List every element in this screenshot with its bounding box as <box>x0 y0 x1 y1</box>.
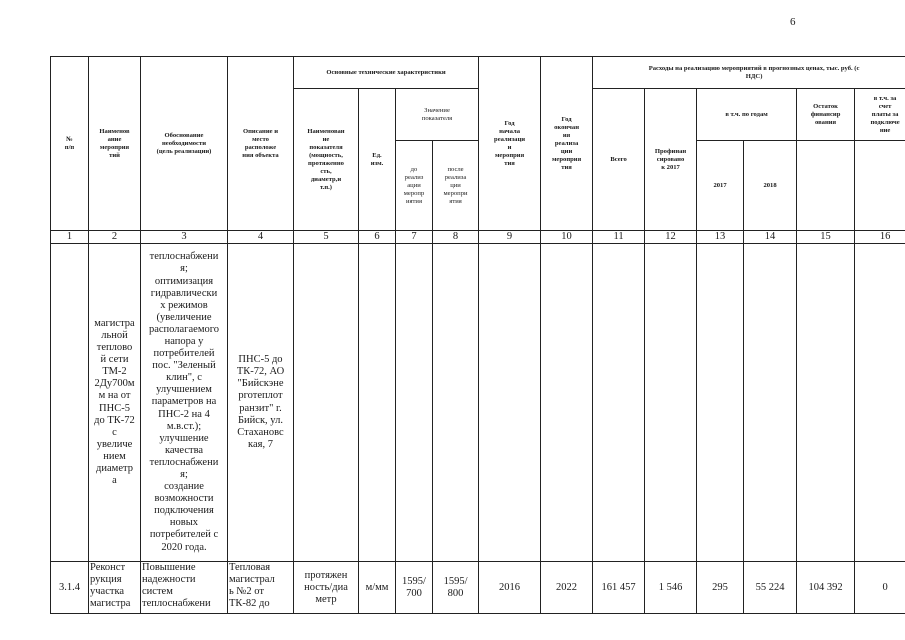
table-cell-empty <box>479 244 541 562</box>
row-value-before: 1595/ 700 <box>396 562 433 614</box>
header-connection-fee-sub <box>855 141 905 231</box>
column-number: 8 <box>433 231 479 244</box>
row-number: 3.1.4 <box>51 562 89 614</box>
header-year-end: Год окончан ия реализа ции мероприя тия <box>541 57 593 231</box>
header-financed: Профинан сировано к 2017 <box>645 89 697 231</box>
investment-program-table <box>50 56 905 614</box>
header-reason: Обоснование необходимости (цель реализации) <box>141 57 228 231</box>
table-cell-empty <box>744 244 797 562</box>
row-unit: м/мм <box>359 562 396 614</box>
header-total: Всего <box>593 89 645 231</box>
column-number: 3 <box>141 231 228 244</box>
header-value-before: до реализ ации меропр иятия <box>396 141 433 231</box>
header-tech-group: Основные технические характеристики <box>294 57 479 89</box>
column-number: 4 <box>228 231 294 244</box>
table-cell-empty <box>51 244 89 562</box>
page-number: 6 <box>790 16 796 28</box>
continued-reason: теплоснабжени я; оптимизация гидравлически х режимов (увеличение располагаемого напора у потребителей пос. "Зеленый клин", с улучшением параметров на ПНС-2 на 4 м.в.ст.); улучшение качества теплоснабжени я; создание возможности подключения новых потребителей с 2020 года. <box>141 244 228 562</box>
row-year-end: 2022 <box>541 562 593 614</box>
column-number: 12 <box>645 231 697 244</box>
continued-name: магистра льной теплово й сети ТМ-2 2Ду700м м на от ПНС-5 до ТК-72 с увеличе нием диаметр а <box>89 244 141 562</box>
row-year-start: 2016 <box>479 562 541 614</box>
header-connection-fee: в т.ч. за счет платы за подключе ние <box>855 89 905 141</box>
header-no: № п/п <box>51 57 89 231</box>
row-location: Тепловая магистрал ь №2 от ТК-82 до <box>228 562 294 614</box>
row-2017: 295 <box>697 562 744 614</box>
row-connection-fee: 0 <box>855 562 905 614</box>
table-cell-empty <box>797 244 855 562</box>
row-reason: Повышение надежности систем теплоснабжени <box>141 562 228 614</box>
table-cell-empty <box>855 244 905 562</box>
table-cell-empty <box>396 244 433 562</box>
column-number: 2 <box>89 231 141 244</box>
table-cell-empty <box>645 244 697 562</box>
row-financed: 1 546 <box>645 562 697 614</box>
column-number: 6 <box>359 231 396 244</box>
header-remaining-sub <box>797 141 855 231</box>
header-indicator-name: Наименован ие показателя (мощность, протяженно сть, диаметр,и т.п.) <box>294 89 359 231</box>
table-cell-empty <box>541 244 593 562</box>
header-costs-group: Расходы на реализацию мероприятий в прогнозных ценах, тыс. руб. (с НДС) <box>593 57 905 89</box>
row-name: Реконст рукция участка магистра <box>89 562 141 614</box>
table-cell-empty <box>697 244 744 562</box>
row-indicator: протяжен ность/диа метр <box>294 562 359 614</box>
table-cell-empty <box>359 244 396 562</box>
continued-location: ПНС-5 до ТК-72, АО "Бийскэне рготеплот ранзит" г. Бийск, ул. Стахановс кая, 7 <box>228 244 294 562</box>
row-2018: 55 224 <box>744 562 797 614</box>
header-value-group: Значение показателя <box>396 89 479 141</box>
column-number: 5 <box>294 231 359 244</box>
header-year-start: Год начала реализаци и мероприя тия <box>479 57 541 231</box>
column-number: 7 <box>396 231 433 244</box>
column-number: 11 <box>593 231 645 244</box>
column-number: 16 <box>855 231 905 244</box>
header-name: Наименов ание мероприя тий <box>89 57 141 231</box>
header-location: Описание и место расположе ния объекта <box>228 57 294 231</box>
table-cell-empty <box>294 244 359 562</box>
header-value-after: после реализа ции меропри ятия <box>433 141 479 231</box>
column-number: 15 <box>797 231 855 244</box>
column-number: 13 <box>697 231 744 244</box>
table-cell-empty <box>433 244 479 562</box>
header-by-years: в т.ч. по годам <box>697 89 797 141</box>
column-number: 10 <box>541 231 593 244</box>
column-number: 1 <box>51 231 89 244</box>
row-value-after: 1595/ 800 <box>433 562 479 614</box>
table-cell-empty <box>593 244 645 562</box>
header-year-2018: 2018 <box>744 141 797 231</box>
header-remaining: Остаток финансир ования <box>797 89 855 141</box>
header-unit: Ед. изм. <box>359 89 396 231</box>
column-number: 14 <box>744 231 797 244</box>
column-number: 9 <box>479 231 541 244</box>
header-year-2017: 2017 <box>697 141 744 231</box>
row-remaining: 104 392 <box>797 562 855 614</box>
row-total: 161 457 <box>593 562 645 614</box>
